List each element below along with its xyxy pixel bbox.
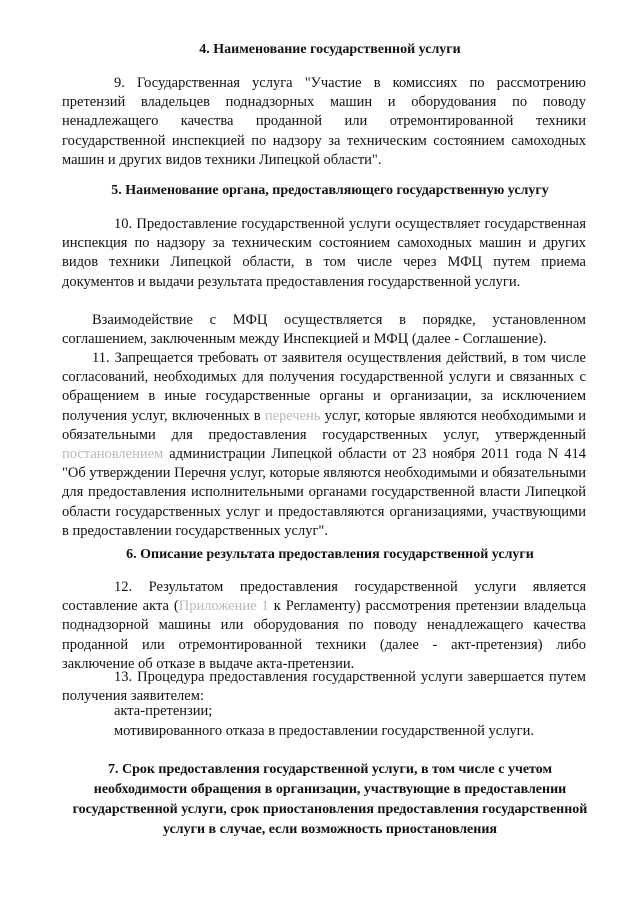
paragraph-9: 9. Государственная услуга "Участие в комиссиях по рассмотрению претензий владельцев поднадзорных машин и оборудования по поводу ненадлежащего качества проданной или отремонтированной техники государственной инспекцией по надзору за техническим состоянием самоходных машин и других видов техники Липецкой области". xyxy=(62,75,586,168)
paragraph-mfc: Взаимодействие с МФЦ осуществляется в порядке, установленном соглашением, заключенным между Инспекцией и МФЦ (далее - Соглашение). xyxy=(62,312,586,348)
result-item-refusal: мотивированного отказа в предоставлении государственной услуги. xyxy=(114,723,535,739)
paragraph-11-part-a: 11. Запрещается требовать от заявителя осуществления действий, в том числе согласований, необходимых для получения государственной услуги и связанных с обращением в иные государственные органы и организации, за исключением получения услуг, включенных в xyxy=(62,350,586,424)
paragraph-11-part-b: услуг, которые являются необходимыми и обязательными для предоставления государственных услуг, утвержденный xyxy=(62,407,587,443)
paragraph-13: 13. Процедура предоставления государственной услуги завершается путем получения заявителем: xyxy=(62,669,586,705)
paragraph-12-part-a: 12. Результатом предоставления государственной услуги является составление акта ( xyxy=(62,579,586,615)
paragraph-11-part-c: администрации Липецкой области от 23 ноября 2011 года N 414 "Об утверждении Перечня услуг, которые являются необходимыми и обязательными для предоставления исполнительными органами государственной власти Липецкой области государственных услуг и предоставляются организациями, участвующими в предоставлении государственных услуг". xyxy=(62,446,586,539)
paragraph-11 xyxy=(62,349,586,541)
postanovlenie-link[interactable]: постановлением xyxy=(62,446,164,463)
perechen-link[interactable]: перечень xyxy=(264,407,321,424)
section-4-heading: 4. Наименование государственной услуги xyxy=(199,42,461,57)
appendix-1-link[interactable]: Приложение 1 xyxy=(178,598,269,615)
paragraph-12 xyxy=(62,578,586,674)
section-7-heading: 7. Срок предоставления государственной услуги, в том числе с учетом необходимости обращения в организации, участвующие в предоставлении государственной услуги, срок приостановления предоставления государственной услуги в случае, если возможность приостановления xyxy=(72,762,588,837)
section-5-heading: 5. Наименование органа, предоставляющего государственную услугу xyxy=(111,183,549,198)
paragraph-12-part-b: к Регламенту) рассмотрения претензии владельца поднадзорной машины или оборудования по поводу ненадлежащего качества проданной или отремонтированной техники (далее - акт-претензия) либо заключение об отказе в выдаче акта-претензии. xyxy=(62,598,587,672)
result-item-act: акта-претензии; xyxy=(114,703,213,719)
section-6-heading: 6. Описание результата предоставления государственной услуги xyxy=(126,547,534,562)
paragraph-10: 10. Предоставление государственной услуги осуществляет государственная инспекция по надзору за техническим состоянием самоходных машин и других видов техники Липецкой области, в том числе через МФЦ путем приема документов и выдачи результата предоставления государственной услуги. xyxy=(62,216,586,290)
